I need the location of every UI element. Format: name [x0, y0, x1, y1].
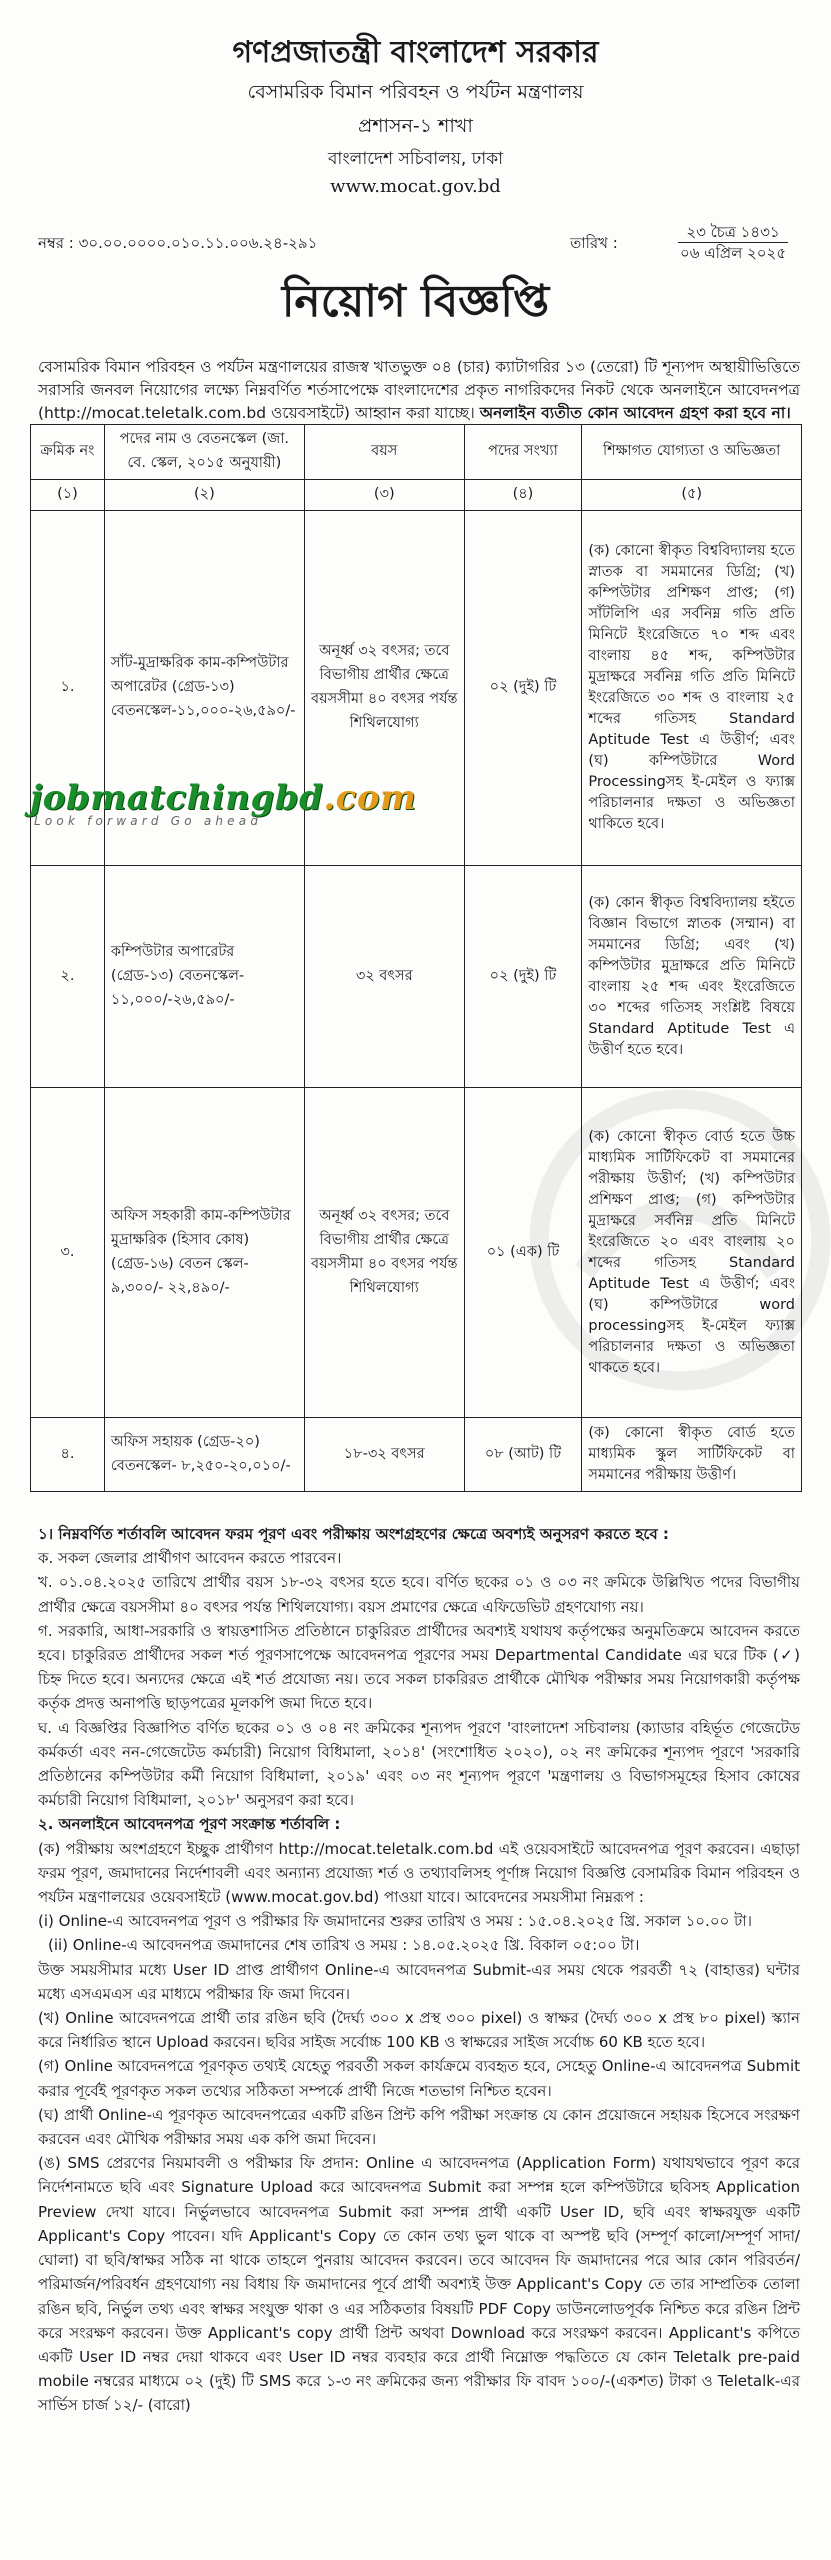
- header-serial: ক্রমিক নং: [31, 425, 105, 480]
- header-qualification: শিক্ষাগত যোগ্যতা ও অভিজ্ঞতা: [582, 425, 802, 480]
- table-header-row: [31, 425, 802, 480]
- conditions-section: [38, 1522, 800, 2418]
- date-english: ০৬ এপ্রিল ২০২৫: [679, 244, 787, 262]
- intro-paragraph: বেসামরিক বিমান পরিবহন ও পর্যটন মন্ত্রণালয়ের রাজস্ব খাতভুক্ত ০৪ (চার) ক্যাটাগরির ১৩ (তেরো) টি শূন্যপদ অস্থায়ীভিত্তিতে সরাসরি জনবল নিয়োগের লক্ষ্যে নিম্নবর্ণিত শর্তসাপেক্ষে বাংলাদেশের প্রকৃত নাগরিকদের নিকট থেকে অনলাইনে আবেদনপত্র (http://mocat.teletalk.com.bd ওয়েবসাইটে) আহ্বান করা যাচ্ছে। অনলাইন ব্যতীত কোন আবেদন গ্রহণ করা হবে না।: [38, 358, 800, 422]
- row-qualification: (ক) কোন স্বীকৃত বিশ্ববিদ্যালয় হইতে বিজ্ঞান বিভাগে স্নাতক (সম্মান) বা সমমানের ডিগ্রি; এবং (খ) কম্পিউটার মুদ্রাক্ষরে প্রতি মিনিটে বাংলায় ২৫ শব্দ এবং ইংরেজিতে ৩০ শব্দের গতিসহ সংশ্লিষ্ট বিষয়ে Standard Aptitude Test এ উত্তীর্ণ হতে হবে।: [582, 866, 802, 1088]
- intro-emphasis: অনলাইন ব্যতীত কোন আবেদন গ্রহণ করা হবে না: [479, 404, 786, 422]
- row-count: ০২ (দুই) টি: [464, 866, 582, 1088]
- government-heading: গণপ্রজাতন্ত্রী বাংলাদেশ সরকার: [232, 35, 599, 70]
- rule-item: (ক) পরীক্ষায় অংশগ্রহণে ইচ্ছুক প্রার্থীগণ http://mocat.teletalk.com.bd এই ওয়েবসাইটে আবেদনপত্র পূরণ করবেন। এছাড়া ফরম পূরণ, জমাদানের নির্দেশাবলী এবং অন্যান্য প্রযোজ্য শর্ত ও তথ্যাবলিসহ পূর্ণাঙ্গ নিয়োগ বিজ্ঞপ্তি বেসামরিক বিমান পরিবহন ও পর্যটন মন্ত্রণালয়ের ওয়েবসাইটে (www.mocat.gov.bd) পাওয়া যাবে। আবেদনের সময়সীমা নিম্নরূপ :: [38, 1839, 800, 1907]
- watermark-tagline: Look forward Go ahead: [34, 814, 263, 828]
- ghost-logo-watermark: [520, 1080, 831, 1400]
- wing-name: প্রশাসন-১ শাখা: [358, 115, 473, 137]
- col-number: (১): [31, 480, 105, 511]
- rule-item: (ঙ) SMS প্রেরণের নিয়মাবলী ও পরীক্ষার ফি প্রদান: Online এ আবেদনপত্র (Application Form) যথাযথভাবে পূরণ করে নির্দেশনামতে ছবি এবং Signature Upload করে আবেদনপত্র Submit করা সম্পন্ন হলে কম্পিউটারে ছবিসহ Application Preview দেখা যাবে। নির্ভুলভাবে আবেদনপত্র Submit করা সম্পন্ন প্রার্থী একটি User ID, ছবি এবং স্বাক্ষরযুক্ত একটি Applicant's Copy পাবেন। যদি Applicant's Copy তে কোন তথ্য ভুল থাকে বা অস্পষ্ট ছবি (সম্পূর্ণ কালো/সম্পূর্ণ সাদা/ঘোলা) বা ছবি/স্বাক্ষর সঠিক না থাকে তাহলে পুনরায় আবেদন করবেন। তবে আবেদন ফি জমাদানের পরে আর কোন পরিবর্তন/পরিমার্জন/পরিবর্ধন গ্রহণযোগ্য নয় বিধায় ফি জমাদানের পূর্বে প্রার্থী অবশ্যই উক্ত Applicant's Copy তে তার সাম্প্রতিক তোলা রঙিন ছবি, নির্ভুল তথ্য এবং স্বাক্ষর সংযুক্ত থাকা ও এর সঠিকতার বিষয়টি PDF Copy ডাউনলোডপূর্বক নিশ্চিত করে রঙিন প্রিন্ট করে সংরক্ষণ করবেন। উক্ত Applicant's copy প্রার্থী প্রিন্ট অথবা Download করে সংরক্ষণ করবেন। Applicant's কপিতে একটি User ID নম্বর দেয়া থাকবে এবং User ID নম্বর ব্যবহার করে প্রার্থী নিম্নোক্ত পদ্ধতিতে যে কোন Teletalk pre-paid mobile নম্বরের মাধ্যমে ০২ (দুই) টি SMS করে ১-৩ নং ক্রমিকের জন্য পরীক্ষার ফি বাবদ ১০০/-(একশত) টাকা ও Teletalk-এর সার্ভিস চার্জ ১২/- (বারো): [38, 2154, 800, 2415]
- secretariat-address: বাংলাদেশ সচিবালয়, ঢাকা: [327, 149, 504, 169]
- row-count: ০২ (দুই) টি: [464, 511, 582, 866]
- col-number: (৩): [304, 480, 464, 511]
- header-age: বয়স: [304, 425, 464, 480]
- section-2-title: ২. অনলাইনে আবেদনপত্র পূরণ সংক্রান্ত শর্তাবলি :: [38, 1815, 341, 1834]
- col-number: (৪): [464, 480, 582, 511]
- ministry-website: www.mocat.gov.bd: [330, 176, 501, 197]
- row-age: ১৮-৩২ বৎসর: [304, 1418, 464, 1492]
- row-serial: ১.: [31, 511, 105, 866]
- rule-item: ঘ. এ বিজ্ঞপ্তির বিজ্ঞাপিত বর্ণিত ছকের ০১ ও ০৪ নং ক্রমিকের শূন্যপদ পূরণে 'বাংলাদেশ সচিবালয় (ক্যাডার বহির্ভূত গেজেটেড কর্মকর্তা এবং নন-গেজেটেড কর্মচারী) নিয়োগ বিধিমালা, ২০১৪' (সংশোধিত ২০২০), ০২ নং ক্রমিকের শূন্যপদ পূরণে 'সরকারি প্রতিষ্ঠানের কম্পিউটার কর্মী নিয়োগ বিধিমালা, ২০১৯' এবং ০৩ নং শূন্যপদ পূরণে 'মন্ত্রণালয় ও বিভাগসমূহের হিসাব কোষের কর্মচারী নিয়োগ বিধিমালা, ২০১৮' অনুসরণ করা হবে।: [38, 1718, 800, 1810]
- table-row: [31, 1418, 802, 1492]
- date-block: [678, 222, 788, 263]
- row-post: সাঁট-মুদ্রাক্ষরিক কাম-কম্পিউটার অপারেটর (গ্রেড-১৩) বেতনস্কেল-১১,০০০-২৬,৫৯০/-: [104, 511, 304, 866]
- header-count: পদের সংখ্যা: [464, 425, 582, 480]
- table-number-row: [31, 480, 802, 511]
- site-watermark: [30, 778, 417, 828]
- row-qualification: (ক) কোনো স্বীকৃত বোর্ড হতে উচ্চ মাধ্যমিক সার্টিফিকেট বা সমমানের পরীক্ষায় উত্তীর্ণ; (খ) কম্পিউটার প্রশিক্ষণ প্রাপ্ত; (গ) কম্পিউটার মুদ্রাক্ষরে সর্বনিম্ন প্রতি মিনিটে ইংরেজিতে ২০ এবং বাংলায় ২০ শব্দের গতিসহ Standard Aptitude Test এ উত্তীর্ণ; এবং (ঘ) কম্পিউটারে word processingসহ ই-মেইল ফ্যাক্স পরিচালনার দক্ষতা ও অভিজ্ঞতা থাকতে হবে।: [582, 1088, 802, 1418]
- rule-item: (খ) Online আবেদনপত্রে প্রার্থী তার রঙিন ছবি (দৈর্ঘ্য ৩০০ x প্রস্থ ৩০০ pixel) ও স্বাক্ষর (দৈর্ঘ্য ৩০০ x প্রস্থ ৮০ pixel) স্ক্যান করে নির্ধারিত স্থানে Upload করবেন। ছবির সাইজ সর্বোচ্চ 100 KB ও স্বাক্ষরের সাইজ সর্বোচ্চ 60 KB হতে হবে।: [38, 2009, 800, 2052]
- col-number: (২): [104, 480, 304, 511]
- rule-item: গ. সরকারি, আধা-সরকারি ও স্বায়ত্তশাসিত প্রতিষ্ঠানে চাকুরিরত প্রার্থীদের অবশ্যই যথাযথ কর্তৃপক্ষের অনুমতিক্রমে আবেদন করতে হবে। চাকুরিরত প্রার্থীদের সকল শর্ত পূরণসাপেক্ষে আবেদনপত্র পূরণের সময় Departmental Candidate এর ঘরে টিক (✓) চিহ্ন দিতে হবে। অন্যদের ক্ষেত্রে এই শর্ত প্রযোজ্য নয়। তবে সকল চাকরিরত প্রার্থীকে মৌখিক পরীক্ষার সময় নিয়োগকারী কর্তৃপক্ষ কর্তৃক প্রদত্ত অনাপত্তি ছাড়পত্রের মূলকপি জমা দিতে হবে।: [38, 1621, 800, 1713]
- rule-item: ক. সকল জেলার প্রার্থীগণ আবেদন করতে পারবেন।: [38, 1549, 342, 1568]
- notice-title: নিয়োগ বিজ্ঞপ্তি: [281, 276, 550, 327]
- date-label: তারিখ :: [570, 234, 618, 252]
- intro-text: বেসামরিক বিমান পরিবহন ও পর্যটন মন্ত্রণালয়ের রাজস্ব খাতভুক্ত ০৪ (চার) ক্যাটাগরির ১৩ (তেরো) টি শূন্যপদ অস্থায়ীভিত্তিতে সরাসরি জনবল নিয়োগের লক্ষ্যে নিম্নবর্ণিত শর্তসাপেক্ষে বাংলাদেশের প্রকৃত নাগরিকদের নিকট থেকে অনলাইনে আবেদনপত্র (http://mocat.teletalk.com.bd ওয়েবসাইটে) আহ্বান করা যাচ্ছে।: [38, 358, 800, 422]
- row-post: কম্পিউটার অপারেটর (গ্রেড-১৩) বেতনস্কেল- ১১,০০০/-২৬,৫৯০/-: [104, 866, 304, 1088]
- row-serial: ২.: [31, 866, 105, 1088]
- watermark-brand: jobmatchingbd.com: [30, 778, 417, 818]
- rule-item: উক্ত সময়সীমার মধ্যে User ID প্রাপ্ত প্রার্থীগণ Online-এ আবেদনপত্র Submit-এর সময় থেকে পরবর্তী ৭২ (বাহাত্তর) ঘন্টার মধ্যে এসএমএস এর মাধ্যমে পরীক্ষার ফি জমা দিবেন।: [38, 1960, 800, 2003]
- row-post: অফিস সহকারী কাম-কম্পিউটার মুদ্রাক্ষরিক (হিসাব কোষ) (গ্রেড-১৬) বেতন স্কেল- ৯,৩০০/- ২২,৪৯০/-: [104, 1088, 304, 1418]
- rule-item: খ. ০১.০৪.২০২৫ তারিখে প্রার্থীর বয়স ১৮-৩২ বৎসর হতে হবে। বর্ণিত ছকের ০১ ও ০৩ নং ক্রমিকে উল্লিখিত পদের বিভাগীয় প্রার্থীর ক্ষেত্রে বয়সসীমা ৪০ বৎসর পর্যন্ত শিথিলযোগ্য। বয়স প্রমাণের ক্ষেত্রে এফিডেভিট গ্রহণযোগ্য নয়।: [38, 1573, 800, 1616]
- section-1-title: ১। নিম্নবর্ণিত শর্তাবলি আবেদন ফরম পূরণ এবং পরীক্ষায় অংশগ্রহণের ক্ষেত্রে অবশ্যই অনুসরণ করতে হবে :: [38, 1525, 669, 1543]
- date-bangla: ২৩ চৈত্র ১৪৩১: [678, 222, 788, 243]
- rule-item: (গ) Online আবেদনপত্রে পূরণকৃত তথ্যই যেহেতু পরবর্তী সকল কার্যক্রমে ব্যবহৃত হবে, সেহেতু Online-এ আবেদনপত্র Submit করার পূর্বেই পূরণকৃত সকল তথ্যের সঠিকতা সম্পর্কে প্রার্থী নিজে শতভাগ নিশ্চিত হবেন।: [38, 2057, 800, 2100]
- row-qualification: (ক) কোনো স্বীকৃত বোর্ড হতে মাধ্যমিক স্কুল সার্টিফিকেট বা সমমানের পরীক্ষায় উত্তীর্ণ।: [582, 1418, 802, 1492]
- ministry-name: বেসামরিক বিমান পরিবহন ও পর্যটন মন্ত্রণালয়: [247, 81, 584, 103]
- row-serial: ৩.: [31, 1088, 105, 1418]
- row-serial: ৪.: [31, 1418, 105, 1492]
- header-post: পদের নাম ও বেতনস্কেল (জা. বে. স্কেল, ২০১৫ অনুযায়ী): [104, 425, 304, 480]
- row-count: ০৮ (আট) টি: [464, 1418, 582, 1492]
- table-row: [31, 866, 802, 1088]
- row-count: ০১ (এক) টি: [464, 1088, 582, 1418]
- row-age: অনূর্ধ্ব ৩২ বৎসর; তবে বিভাগীয় প্রার্থীর ক্ষেত্রে বয়সসীমা ৪০ বৎসর পর্যন্ত শিথিলযোগ্য: [304, 1088, 464, 1418]
- memo-number: নম্বর : ৩০.০০.০০০০.০১০.১১.০০৬.২৪-২৯১: [38, 234, 318, 252]
- row-age: ৩২ বৎসর: [304, 866, 464, 1088]
- row-age: অনূর্ধ্ব ৩২ বৎসর; তবে বিভাগীয় প্রার্থীর ক্ষেত্রে বয়সসীমা ৪০ বৎসর পর্যন্ত শিথিলযোগ্য: [304, 511, 464, 866]
- row-qualification: (ক) কোনো স্বীকৃত বিশ্ববিদ্যালয় হতে স্নাতক বা সমমানের ডিগ্রি; (খ) কম্পিউটার প্রশিক্ষণ প্রাপ্ত; (গ) সাঁটলিপি এর সর্বনিম্ন গতি প্রতি মিনিটে ইংরেজিতে ৭০ শব্দ এবং বাংলায় ৪৫ শব্দ, কম্পিউটার মুদ্রাক্ষরে সর্বনিম্ন গতি প্রতি মিনিটে ইংরেজিতে ৩০ শব্দ ও বাংলায় ২৫ শব্দের গতিসহ Standard Aptitude Test এ উত্তীর্ণ; এবং (ঘ) কম্পিউটারে Word Processingসহ ই-মেইল ও ফ্যাক্স পরিচালনার দক্ষতা ও অভিজ্ঞতা থাকিতে হবে।: [582, 511, 802, 866]
- row-post: অফিস সহায়ক (গ্রেড-২০) বেতনস্কেল- ৮,২৫০-২০,০১০/-: [104, 1418, 304, 1492]
- col-number: (৫): [582, 480, 802, 511]
- rule-item: (ii) Online-এ আবেদনপত্র জমাদানের শেষ তারিখ ও সময় : ১৪.০৫.২০২৫ খ্রি. বিকাল ০৫:০০ টা।: [48, 1936, 640, 1955]
- rule-item: (ঘ) প্রার্থী Online-এ পূরণকৃত আবেদনপত্রের একটি রঙিন প্রিন্ট কপি পরীক্ষা সংক্রান্ত যে কোন প্রয়োজনে সহায়ক হিসেবে সংরক্ষণ করবেন এবং মৌখিক পরীক্ষার সময় এক কপি জমা দিবেন।: [38, 2105, 800, 2149]
- rule-item: (i) Online-এ আবেদনপত্র পূরণ ও পরীক্ষার ফি জমাদানের শুরুর তারিখ ও সময় : ১৫.০৪.২০২৫ খ্রি. সকাল ১০.০০ টা।: [38, 1912, 752, 1931]
